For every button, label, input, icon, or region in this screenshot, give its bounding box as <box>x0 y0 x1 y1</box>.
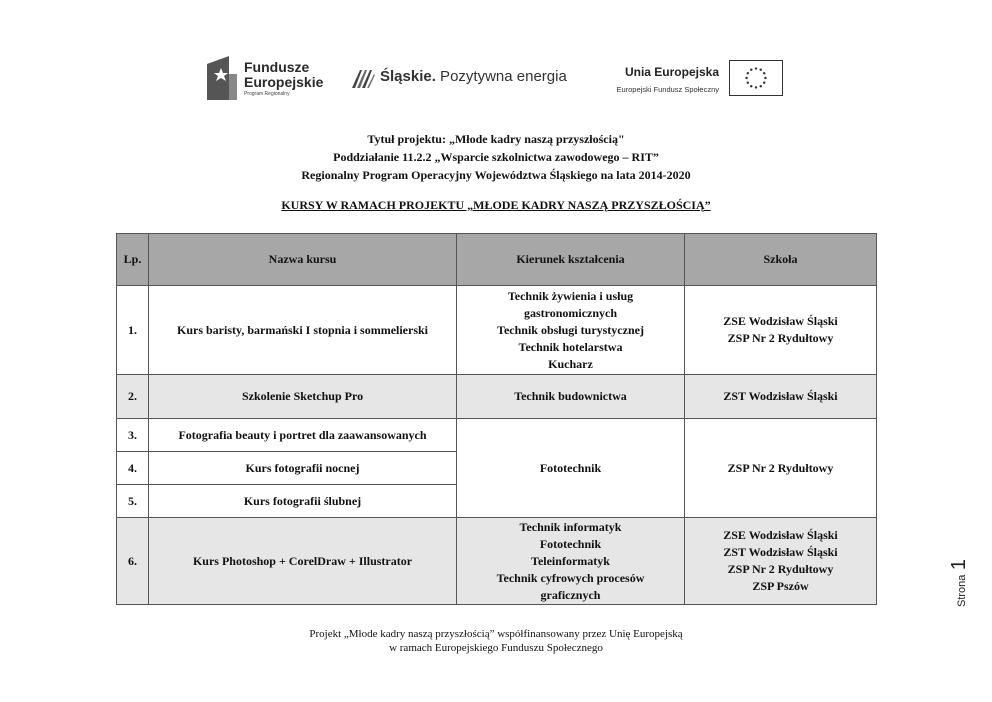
eu-flag-icon <box>729 60 783 96</box>
courses-table <box>116 233 877 605</box>
fe-line1: Fundusze <box>244 59 310 75</box>
ue-subtitle: Europejski Fundusz Społeczny <box>616 85 719 94</box>
footer-line2: w ramach Europejskiego Funduszu Społecznego <box>389 642 603 654</box>
cell-direction <box>457 286 685 375</box>
table-header-row <box>117 234 877 286</box>
table-row <box>117 286 877 375</box>
school-line: ZSP Nr 2 Rydułtowy <box>727 562 834 576</box>
cell-school <box>685 286 877 375</box>
cell-lp: 4. <box>117 452 149 485</box>
fe-subtitle: Program Regionalny <box>244 91 290 97</box>
direction-line: Technik hotelarstwa <box>518 339 623 354</box>
slaskie-text <box>380 68 567 85</box>
page-number <box>948 547 978 607</box>
school-line: ZSE Wodzisław Śląski <box>723 314 838 328</box>
header-school: Szkoła <box>685 234 877 286</box>
fundusze-europejskie-text <box>244 60 323 90</box>
cell-course-name: Kurs Photoshop + CorelDraw + Illustrator <box>149 518 457 605</box>
table-row <box>117 419 877 452</box>
direction-line: Fototechnik <box>539 536 602 551</box>
cell-direction: Technik budownictwa <box>457 375 685 419</box>
slaskie-mark-icon <box>350 66 376 90</box>
cell-lp: 6. <box>117 518 149 605</box>
header-direction: Kierunek kształcenia <box>457 234 685 286</box>
school-line: ZSP Pszów <box>752 579 809 593</box>
slaskie-tagline: Pozytywna energia <box>435 68 567 85</box>
cell-lp: 2. <box>117 375 149 419</box>
slaskie-bold: Śląskie. <box>380 68 436 85</box>
logo-bar <box>0 52 992 108</box>
school-line: ZSP Nr 2 Rydułtowy <box>727 331 834 345</box>
direction-line: Technik cyfrowych procesów <box>496 570 645 585</box>
page-number-value: 1 <box>948 559 970 571</box>
cell-lp: 1. <box>117 286 149 375</box>
header-lp: Lp. <box>117 234 149 286</box>
direction-line: Teleinformatyk <box>531 553 610 568</box>
project-program: Regionalny Program Operacyjny Województwa Śląskiego na lata 2014-2020 <box>301 168 691 182</box>
fundusze-europejskie-logo <box>207 56 322 104</box>
cell-course-name: Fotografia beauty i portret dla zaawansowanych <box>149 419 457 452</box>
fe-line2: Europejskie <box>244 74 324 90</box>
cell-lp: 5. <box>117 485 149 518</box>
cell-direction: Fototechnik <box>457 419 685 518</box>
footer <box>0 627 992 655</box>
direction-line: Technik informatyk <box>519 519 622 534</box>
header-course-name: Nazwa kursu <box>149 234 457 286</box>
project-title: Tytuł projektu: „Młode kadry naszą przyszłością" <box>367 132 625 146</box>
cell-lp: 3. <box>117 419 149 452</box>
direction-line: gastronomicznych <box>523 305 618 320</box>
section-title: KURSY W RAMACH PROJEKTU „MŁODE KADRY NASZĄ PRZYSZŁOŚCIĄ” <box>281 198 711 212</box>
direction-line: Technik żywienia i usług <box>507 288 634 303</box>
direction-line: graficznych <box>540 587 601 602</box>
school-line: ZST Wodzisław Śląski <box>723 545 838 559</box>
school-line: ZSE Wodzisław Śląski <box>723 528 838 542</box>
page-label: Strona <box>956 574 968 607</box>
direction-line: Technik obsługi turystycznej <box>497 322 644 337</box>
cell-school <box>685 518 877 605</box>
table-row <box>117 375 877 419</box>
direction-line: Kucharz <box>548 356 593 371</box>
table-row <box>117 518 877 605</box>
ue-title: Unia Europejska <box>624 65 719 79</box>
project-heading <box>0 130 992 184</box>
fundusze-europejskie-mark-icon <box>207 56 237 100</box>
cell-school: ZST Wodzisław Śląski <box>685 375 877 419</box>
cell-direction <box>457 518 685 605</box>
cell-school: ZSP Nr 2 Rydułtowy <box>685 419 877 518</box>
cell-course-name: Szkolenie Sketchup Pro <box>149 375 457 419</box>
cell-course-name: Kurs baristy, barmański I stopnia i sommelierski <box>149 286 457 375</box>
cell-course-name: Kurs fotografii ślubnej <box>149 485 457 518</box>
footer-line1: Projekt „Młode kadry naszą przyszłością” współfinansowany przez Unię Europejską <box>309 628 683 640</box>
unia-europejska-logo <box>598 60 788 104</box>
project-subaction: Poddziałanie 11.2.2 „Wsparcie szkolnictwa zawodowego – RIT” <box>333 150 659 164</box>
cell-course-name: Kurs fotografii nocnej <box>149 452 457 485</box>
